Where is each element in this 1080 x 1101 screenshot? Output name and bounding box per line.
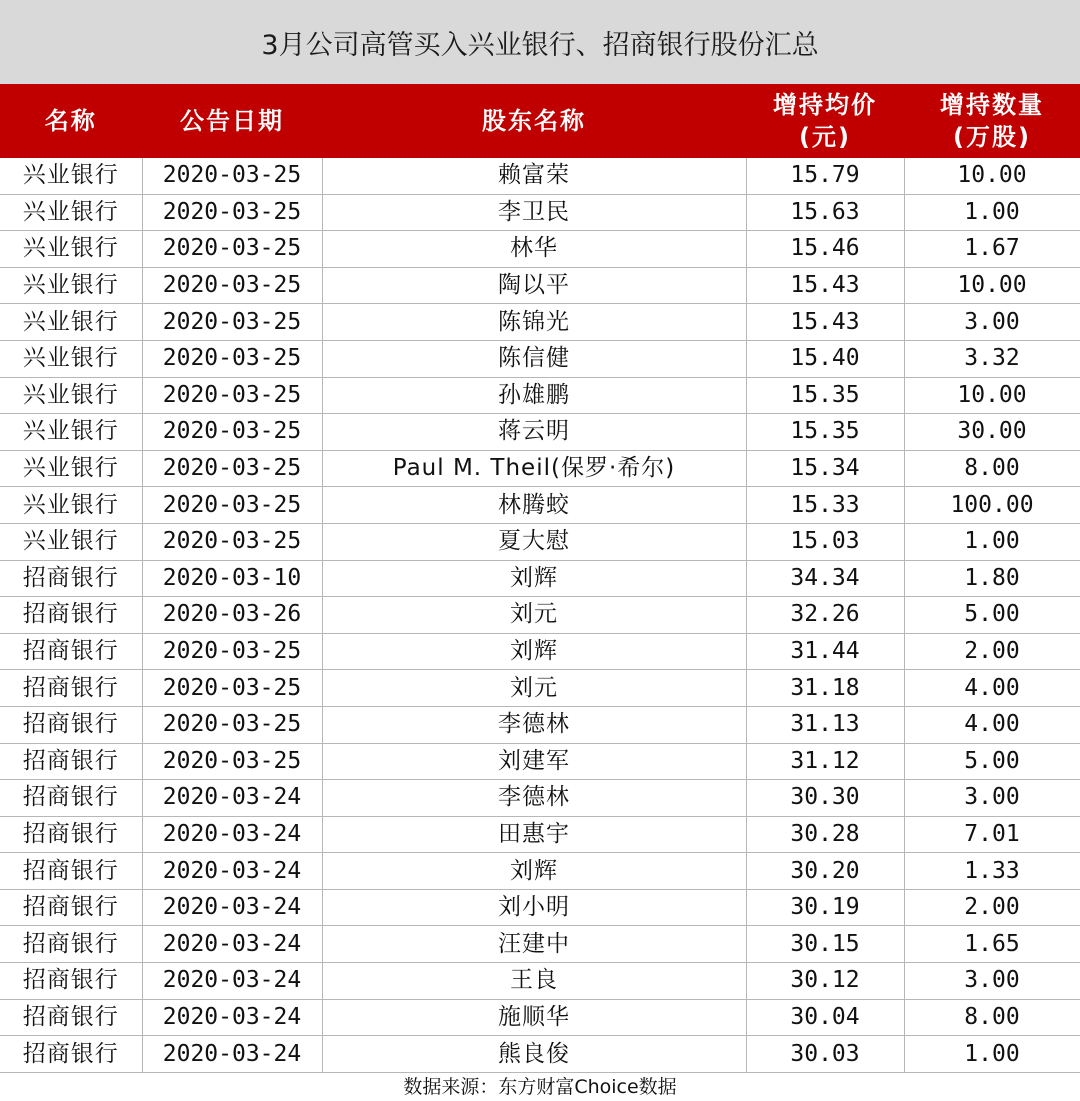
cell-price: 15.33 — [746, 487, 904, 524]
cell-name: 兴业银行 — [0, 414, 142, 451]
cell-price: 30.28 — [746, 816, 904, 853]
cell-name: 招商银行 — [0, 670, 142, 707]
data-source-note: 数据来源：东方财富Choice数据 — [403, 1076, 677, 1098]
table-row — [0, 853, 1080, 890]
cell-name: 招商银行 — [0, 633, 142, 670]
cell-holder: 王良 — [322, 963, 746, 1000]
cell-holder: 陈锦光 — [322, 304, 746, 341]
table-row — [0, 304, 1080, 341]
cell-date: 2020-03-10 — [142, 560, 322, 597]
header-price-label: 增持均价 — [773, 91, 877, 119]
table-row — [0, 560, 1080, 597]
table-row — [0, 1036, 1080, 1073]
cell-holder: 刘辉 — [322, 560, 746, 597]
cell-qty: 2.00 — [904, 633, 1080, 670]
cell-price: 30.03 — [746, 1036, 904, 1073]
table-body — [0, 158, 1080, 1072]
cell-name: 兴业银行 — [0, 304, 142, 341]
cell-price: 30.30 — [746, 780, 904, 817]
cell-qty: 1.33 — [904, 853, 1080, 890]
cell-date: 2020-03-25 — [142, 450, 322, 487]
cell-qty: 10.00 — [904, 158, 1080, 194]
table-row — [0, 377, 1080, 414]
cell-date: 2020-03-25 — [142, 267, 322, 304]
header-qty-label: 增持数量 — [940, 91, 1044, 119]
cell-date: 2020-03-24 — [142, 780, 322, 817]
cell-name: 招商银行 — [0, 816, 142, 853]
cell-date: 2020-03-25 — [142, 633, 322, 670]
cell-name: 兴业银行 — [0, 231, 142, 268]
cell-price: 30.19 — [746, 889, 904, 926]
cell-name: 招商银行 — [0, 889, 142, 926]
cell-qty: 10.00 — [904, 377, 1080, 414]
cell-name: 招商银行 — [0, 597, 142, 634]
table-row — [0, 743, 1080, 780]
cell-holder: 刘元 — [322, 670, 746, 707]
cell-price: 15.40 — [746, 340, 904, 377]
table-row — [0, 706, 1080, 743]
cell-date: 2020-03-25 — [142, 194, 322, 231]
cell-holder: 林华 — [322, 231, 746, 268]
cell-qty: 1.67 — [904, 231, 1080, 268]
table-row — [0, 963, 1080, 1000]
cell-name: 招商银行 — [0, 780, 142, 817]
cell-qty: 1.00 — [904, 1036, 1080, 1073]
cell-qty: 1.65 — [904, 926, 1080, 963]
header-price — [746, 84, 904, 158]
table-row — [0, 450, 1080, 487]
cell-name: 招商银行 — [0, 999, 142, 1036]
table-row — [0, 267, 1080, 304]
cell-price: 15.79 — [746, 158, 904, 194]
cell-holder: 陶以平 — [322, 267, 746, 304]
cell-name: 招商银行 — [0, 706, 142, 743]
cell-name: 招商银行 — [0, 1036, 142, 1073]
cell-qty: 10.00 — [904, 267, 1080, 304]
cell-price: 31.44 — [746, 633, 904, 670]
cell-price: 15.35 — [746, 414, 904, 451]
cell-name: 兴业银行 — [0, 487, 142, 524]
header-qty-unit: (万股) — [953, 123, 1031, 151]
cell-price: 15.43 — [746, 304, 904, 341]
cell-holder: 田惠宇 — [322, 816, 746, 853]
table-row — [0, 597, 1080, 634]
cell-holder: 赖富荣 — [322, 158, 746, 194]
cell-name: 招商银行 — [0, 963, 142, 1000]
table-row — [0, 670, 1080, 707]
cell-date: 2020-03-26 — [142, 597, 322, 634]
table-row — [0, 816, 1080, 853]
cell-qty: 3.00 — [904, 780, 1080, 817]
cell-holder: 李德林 — [322, 706, 746, 743]
cell-holder: 施顺华 — [322, 999, 746, 1036]
cell-qty: 8.00 — [904, 450, 1080, 487]
cell-holder: 刘辉 — [322, 633, 746, 670]
cell-qty: 8.00 — [904, 999, 1080, 1036]
cell-date: 2020-03-24 — [142, 889, 322, 926]
cell-date: 2020-03-25 — [142, 231, 322, 268]
table-row — [0, 158, 1080, 194]
cell-price: 30.12 — [746, 963, 904, 1000]
cell-date: 2020-03-24 — [142, 1036, 322, 1073]
cell-holder: 汪建中 — [322, 926, 746, 963]
cell-name: 招商银行 — [0, 926, 142, 963]
table-row — [0, 926, 1080, 963]
cell-holder: 刘建军 — [322, 743, 746, 780]
cell-name: 兴业银行 — [0, 523, 142, 560]
cell-price: 30.20 — [746, 853, 904, 890]
cell-qty: 5.00 — [904, 597, 1080, 634]
holdings-table — [0, 84, 1080, 1073]
cell-date: 2020-03-25 — [142, 414, 322, 451]
table-row — [0, 231, 1080, 268]
cell-date: 2020-03-25 — [142, 158, 322, 194]
cell-qty: 30.00 — [904, 414, 1080, 451]
cell-holder: 陈信健 — [322, 340, 746, 377]
table-row — [0, 414, 1080, 451]
cell-qty: 2.00 — [904, 889, 1080, 926]
cell-holder: 夏大慰 — [322, 523, 746, 560]
cell-price: 30.15 — [746, 926, 904, 963]
table-header — [0, 84, 1080, 158]
cell-date: 2020-03-24 — [142, 999, 322, 1036]
cell-name: 招商银行 — [0, 853, 142, 890]
cell-qty: 4.00 — [904, 706, 1080, 743]
cell-holder: 刘元 — [322, 597, 746, 634]
cell-date: 2020-03-25 — [142, 487, 322, 524]
table-row — [0, 780, 1080, 817]
cell-qty: 7.01 — [904, 816, 1080, 853]
cell-holder: 刘小明 — [322, 889, 746, 926]
cell-qty: 1.00 — [904, 523, 1080, 560]
cell-price: 31.12 — [746, 743, 904, 780]
table-row — [0, 194, 1080, 231]
cell-qty: 1.00 — [904, 194, 1080, 231]
table-row — [0, 633, 1080, 670]
cell-date: 2020-03-25 — [142, 304, 322, 341]
header-holder: 股东名称 — [322, 84, 746, 158]
header-price-unit: (元) — [799, 123, 851, 151]
cell-qty: 4.00 — [904, 670, 1080, 707]
cell-date: 2020-03-25 — [142, 377, 322, 414]
table-row — [0, 340, 1080, 377]
cell-qty: 100.00 — [904, 487, 1080, 524]
cell-price: 15.46 — [746, 231, 904, 268]
table-row — [0, 523, 1080, 560]
cell-name: 兴业银行 — [0, 377, 142, 414]
header-date: 公告日期 — [142, 84, 322, 158]
cell-date: 2020-03-24 — [142, 926, 322, 963]
cell-qty: 5.00 — [904, 743, 1080, 780]
cell-date: 2020-03-24 — [142, 816, 322, 853]
cell-name: 兴业银行 — [0, 450, 142, 487]
cell-holder: 蒋云明 — [322, 414, 746, 451]
cell-holder: 林腾蛟 — [322, 487, 746, 524]
table-row — [0, 999, 1080, 1036]
cell-price: 15.63 — [746, 194, 904, 231]
cell-holder: 熊良俊 — [322, 1036, 746, 1073]
table-title: 3月公司高管买入兴业银行、招商银行股份汇总 — [0, 0, 1080, 84]
cell-holder: 李卫民 — [322, 194, 746, 231]
cell-date: 2020-03-25 — [142, 670, 322, 707]
cell-price: 30.04 — [746, 999, 904, 1036]
cell-price: 15.03 — [746, 523, 904, 560]
cell-price: 31.13 — [746, 706, 904, 743]
cell-name: 兴业银行 — [0, 194, 142, 231]
cell-name: 兴业银行 — [0, 340, 142, 377]
cell-price: 34.34 — [746, 560, 904, 597]
cell-date: 2020-03-25 — [142, 706, 322, 743]
cell-qty: 3.00 — [904, 304, 1080, 341]
cell-name: 兴业银行 — [0, 158, 142, 194]
cell-name: 兴业银行 — [0, 267, 142, 304]
cell-name: 招商银行 — [0, 560, 142, 597]
table-row — [0, 487, 1080, 524]
cell-qty: 3.00 — [904, 963, 1080, 1000]
cell-date: 2020-03-25 — [142, 523, 322, 560]
cell-date: 2020-03-24 — [142, 963, 322, 1000]
cell-holder: Paul M. Theil(保罗·希尔) — [322, 450, 746, 487]
table-row — [0, 889, 1080, 926]
cell-price: 31.18 — [746, 670, 904, 707]
cell-holder: 刘辉 — [322, 853, 746, 890]
header-qty — [904, 84, 1080, 158]
cell-price: 32.26 — [746, 597, 904, 634]
header-name: 名称 — [0, 84, 142, 158]
cell-price: 15.43 — [746, 267, 904, 304]
cell-qty: 3.32 — [904, 340, 1080, 377]
cell-date: 2020-03-25 — [142, 340, 322, 377]
cell-qty: 1.80 — [904, 560, 1080, 597]
cell-price: 15.34 — [746, 450, 904, 487]
cell-date: 2020-03-25 — [142, 743, 322, 780]
cell-name: 招商银行 — [0, 743, 142, 780]
cell-price: 15.35 — [746, 377, 904, 414]
cell-holder: 李德林 — [322, 780, 746, 817]
cell-holder: 孙雄鹏 — [322, 377, 746, 414]
cell-date: 2020-03-24 — [142, 853, 322, 890]
